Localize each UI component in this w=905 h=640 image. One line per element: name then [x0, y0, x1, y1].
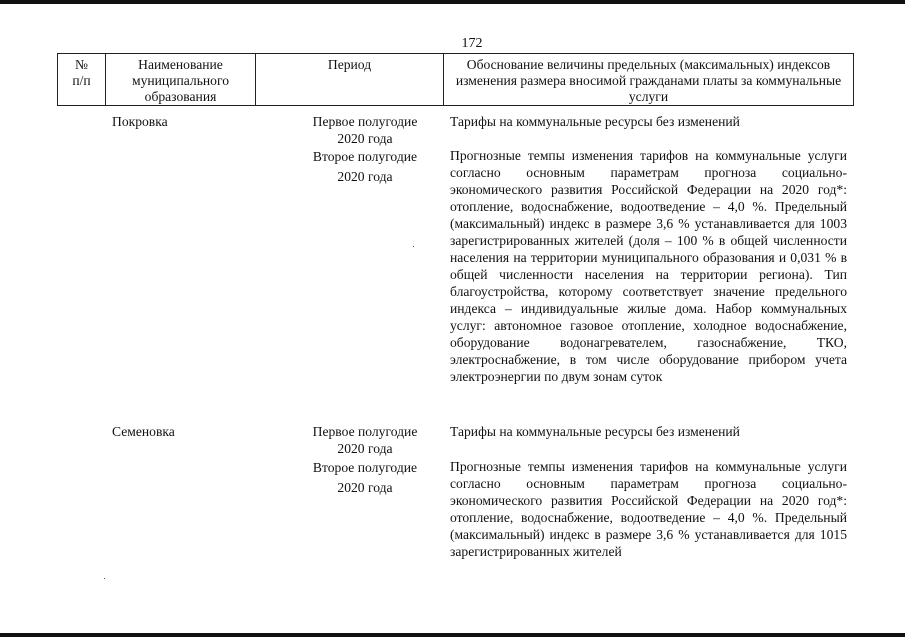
header-period: Период	[255, 54, 443, 105]
justification-first-half-pokrovka: Тарифы на коммунальные ресурсы без изменений	[450, 114, 740, 129]
scan-speck	[104, 578, 105, 579]
municipality-pokrovka: Покровка	[112, 114, 168, 129]
period-first-half-semenovka: Первое полугодие 2020 года	[312, 424, 418, 456]
period-second-half-semenovka: Второе полугодие 2020 года	[312, 460, 418, 495]
period-first-half-pokrovka: Первое полугодие 2020 года	[312, 114, 418, 146]
scan-bottom-border	[0, 633, 905, 637]
period-second-half-pokrovka: Второе полугодие 2020 года	[312, 149, 418, 184]
header-number: № п/п	[72, 57, 91, 88]
justification-second-half-semenovka: Прогнозные темпы изменения тарифов на коммунальные услуги согласно основным параметрам прогноза социально-экономического развития Российской Федерации на 2020 год*: отопление, водоснабжение, водоотведение – 4,0 %. Предельный (максимальный) индекс в размере 3,6 % устанавливается для 1015 зарегистрированных жителей	[450, 459, 847, 559]
page-number: 172	[461, 36, 483, 51]
header-justification: Обоснование величины предельных (максимальных) индексов изменения размера вносимой гражданами платы за коммунальные услуги	[443, 54, 853, 105]
table-header	[57, 53, 854, 106]
scan-speck	[413, 246, 414, 247]
header-municipality: Наименование муниципального образования	[105, 54, 255, 105]
municipality-semenovka: Семеновка	[112, 424, 175, 439]
scan-top-border	[0, 0, 905, 4]
justification-second-half-pokrovka: Прогнозные темпы изменения тарифов на коммунальные услуги согласно основным параметрам прогноза социально-экономического развития Российской Федерации на 2020 год*: отопление, водоснабжение, водоотведение – 4,0 %. Предельный (максимальный) индекс в размере 3,6 % устанавливается для 1003 зарегистрированных жителей (доля – 100 % в общей численности населения на территории муниципального образования и 0,031 % в общей численности населения на территории региона). Тип благоустройства, которому соответствует значение предельного индекса – индивидуальные жилые дома. Набор коммунальных услуг: автономное газовое отопление, холодное водоснабжение, оборудование водонагревателем, газоснабжение, ТКО, электроснабжение, в том числе оборудование прибором учета электроэнергии по двум зонам суток	[450, 148, 847, 384]
justification-first-half-semenovka: Тарифы на коммунальные ресурсы без изменений	[450, 424, 740, 439]
